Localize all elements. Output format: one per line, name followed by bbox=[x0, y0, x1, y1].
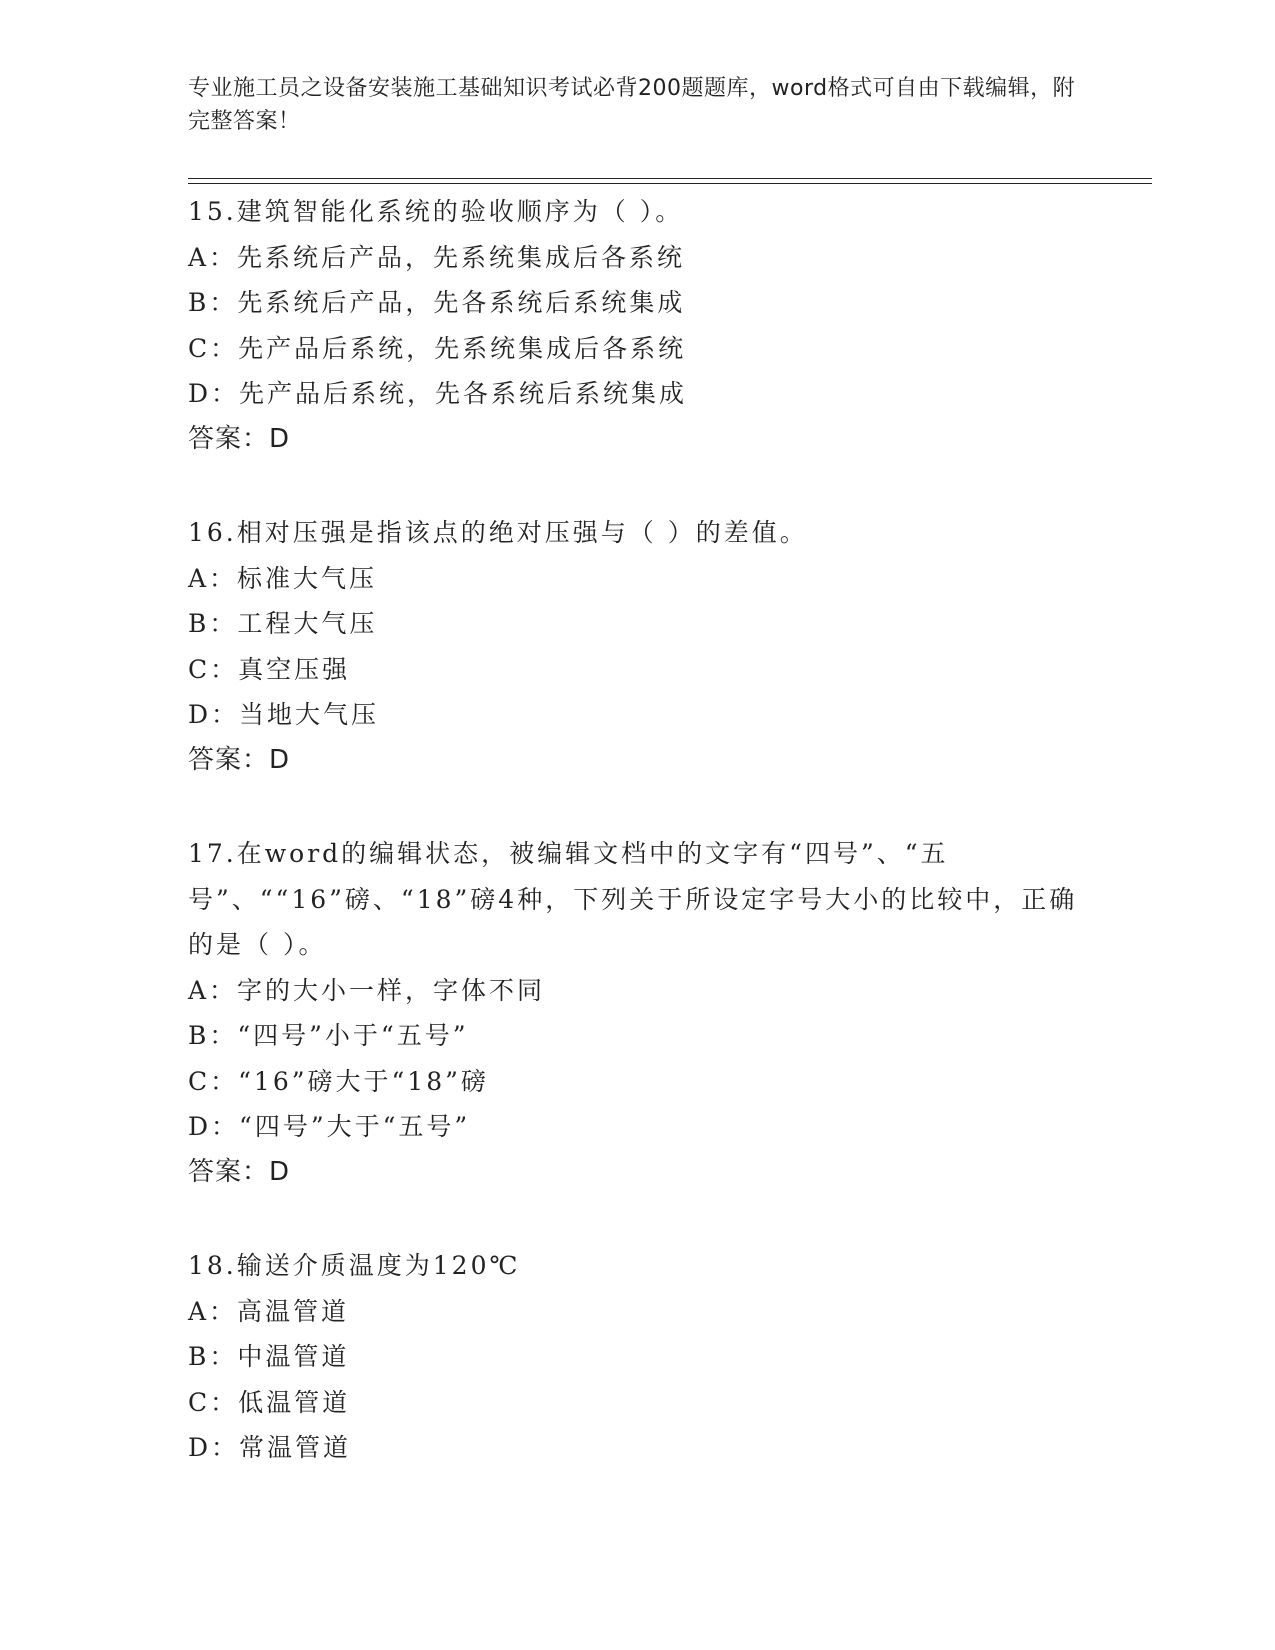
answer-label: 答案：D bbox=[188, 744, 291, 775]
option-a: A：先系统后产品，先系统集成后各系统 bbox=[188, 242, 686, 272]
option-c: C：先产品后系统，先系统集成后各系统 bbox=[188, 333, 687, 363]
question-15 bbox=[188, 189, 1088, 462]
question-16 bbox=[188, 510, 1088, 783]
option-b: B：工程大气压 bbox=[188, 609, 378, 638]
option-d: D：常温管道 bbox=[188, 1433, 352, 1462]
option-d: D：“四号”大于“五号” bbox=[188, 1112, 471, 1141]
option-c: C：“16”磅大于“18”磅 bbox=[188, 1066, 489, 1096]
answer-label: 答案：D bbox=[188, 1156, 291, 1187]
question-stem: 17.在word的编辑状态，被编辑文档中的文字有“四号”、“五号”、““16”磅、“18”磅4种，下列关于所设定字号大小的比较中，正确的是（ ）。 bbox=[188, 839, 1078, 959]
option-a: A：标准大气压 bbox=[188, 563, 378, 593]
question-17 bbox=[188, 831, 1088, 1195]
question-18 bbox=[188, 1243, 1088, 1471]
option-a: A：高温管道 bbox=[188, 1296, 350, 1326]
document-header: 专业施工员之设备安装施工基础知识考试必背200题题库，word格式可自由下载编辑，附完整答案！ bbox=[188, 76, 1076, 134]
question-stem: 15.建筑智能化系统的验收顺序为（ ）。 bbox=[188, 197, 684, 226]
option-c: C：低温管道 bbox=[188, 1387, 351, 1417]
option-d: D：先产品后系统，先各系统后系统集成 bbox=[188, 379, 688, 408]
answer-label: 答案：D bbox=[188, 423, 291, 454]
question-stem: 18.输送介质温度为120℃ bbox=[188, 1251, 521, 1280]
option-b: B：先系统后产品，先各系统后系统集成 bbox=[188, 288, 686, 317]
option-c: C：真空压强 bbox=[188, 654, 351, 684]
option-b: B：中温管道 bbox=[188, 1342, 350, 1371]
header-rule-top bbox=[188, 178, 1152, 179]
option-a: A：字的大小一样，字体不同 bbox=[188, 975, 546, 1005]
option-d: D：当地大气压 bbox=[188, 700, 380, 729]
question-stem: 16.相对压强是指该点的绝对压强与（ ）的差值。 bbox=[188, 518, 808, 547]
question-list bbox=[188, 189, 1088, 1519]
option-b: B：“四号”小于“五号” bbox=[188, 1021, 469, 1050]
header-rule-bottom bbox=[188, 183, 1152, 184]
